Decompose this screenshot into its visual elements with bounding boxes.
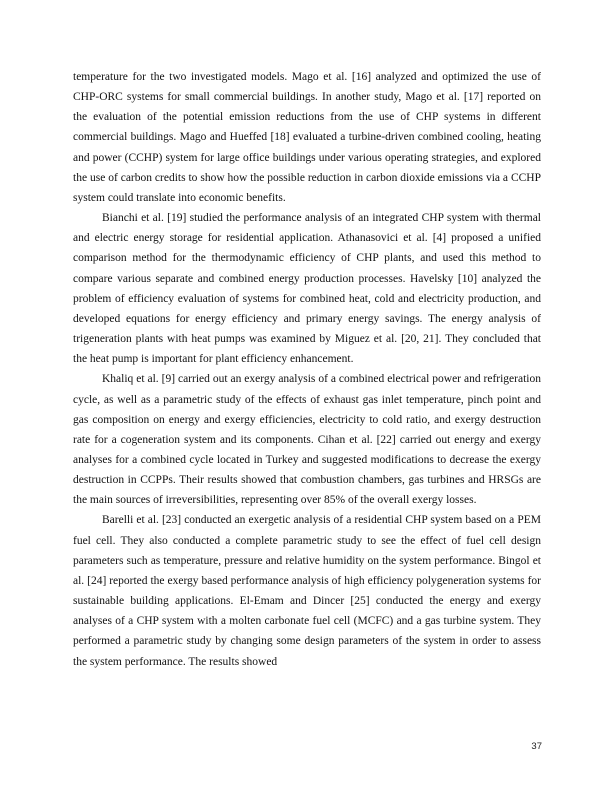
- page-number: 37: [531, 741, 542, 752]
- paragraph-continued: temperature for the two investigated models. Mago et al. [16] analyzed and optimized the use of CHP-ORC systems for small commercial buildings. In another study, Mago et al. [17] reported on the evaluation of the potential emission reductions from the use of CHP systems in different commercial buildings. Mago and Hueffed [18] evaluated a turbine-driven combined cooling, heating and power (CCHP) system for large office buildings under various operating strategies, and explored the use of carbon credits to show how the possible reduction in carbon dioxide emissions via a CCHP system could translate into economic benefits.: [73, 71, 541, 204]
- body-text: [73, 67, 541, 672]
- paragraph-barelli: Barelli et al. [23] conducted an exergetic analysis of a residential CHP system based on a PEM fuel cell. They also conducted a complete parametric study to see the effect of fuel cell design parameters such as temperature, pressure and relative humidity on the system performance. Bingol et al. [24] reported the exergy based performance analysis of high efficiency polygeneration systems for sustainable building applications. El-Emam and Dincer [25] conducted the energy and exergy analyses of a CHP system with a molten carbonate fuel cell (MCFC) and a gas turbine system. They performed a parametric study by changing some design parameters of the system in order to assess the system performance. The results showed: [73, 514, 541, 668]
- paragraph-bianchi: Bianchi et al. [19] studied the performance analysis of an integrated CHP system with thermal and electric energy storage for residential application. Athanasovici et al. [4] proposed a unified comparison method for the thermodynamic efficiency of CHP plants, and used this method to compare various separate and combined energy production processes. Havelsky [10] analyzed the problem of efficiency evaluation of systems for combined heat, cold and electricity production, and developed equations for energy efficiency and primary energy savings. The energy analysis of trigeneration plants with heat pumps was examined by Miguez et al. [20, 21]. They concluded that the heat pump is important for plant efficiency enhancement.: [73, 212, 541, 366]
- paragraph-khaliq: Khaliq et al. [9] carried out an exergy analysis of a combined electrical power and refrigeration cycle, as well as a parametric study of the effects of exhaust gas inlet temperature, pinch point and gas composition on energy and exergy efficiencies, electricity to cold ratio, and exergy destruction rate for a cogeneration system and its components. Cihan et al. [22] carried out energy and exergy analyses for a combined cycle located in Turkey and suggested modifications to decrease the exergy destruction in CCPPs. Their results showed that combustion chambers, gas turbines and HRSGs are the main sources of irreversibilities, representing over 85% of the overall exergy losses.: [73, 373, 541, 507]
